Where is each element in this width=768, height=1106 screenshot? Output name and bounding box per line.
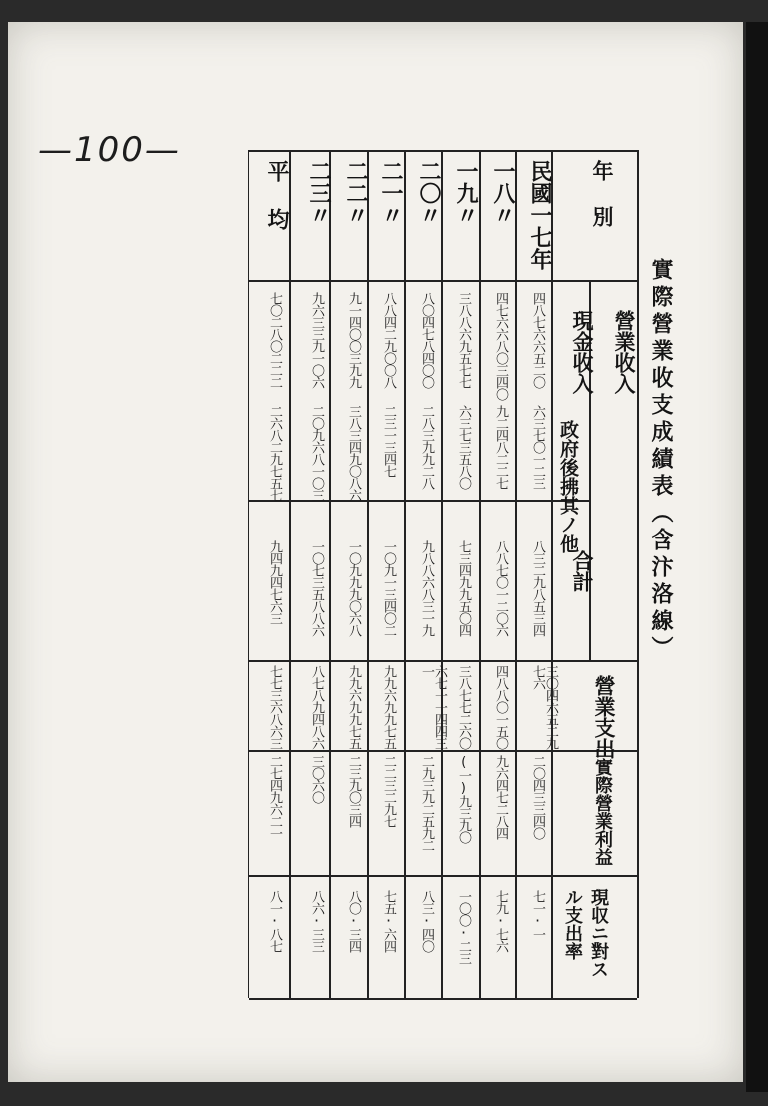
header-revenue-group: 營業收入 [612, 310, 637, 394]
header-gov-other: 政府後拂其ノ他 [557, 420, 579, 553]
cell-gov: 二〇九六八一〇三 [309, 405, 324, 501]
cell-profit: 二二三二九七 [381, 755, 396, 827]
rule-profit [249, 875, 637, 877]
cell-gov: 二三一三四七 [381, 405, 396, 477]
cell-cash: 四七六六八〇三四〇 [493, 292, 508, 400]
cell-cash: 八八四二九〇〇八 [381, 292, 396, 388]
cell-ratio: 一〇〇·二三 [456, 890, 471, 964]
row-year: 平 均 [264, 160, 290, 230]
header-ratio: 現収ニ對スル支出率 [562, 888, 609, 978]
cell-ratio: 八一·八七 [267, 890, 282, 952]
row-year: 二二〃 [343, 160, 369, 226]
cell-gov: 二六八二九七五七 [267, 405, 282, 501]
col-rule-2 [329, 150, 331, 998]
cell-total: 一〇九一三四〇二 [381, 540, 396, 636]
cell-expense: 九九六九九七五 [381, 665, 396, 749]
cell-ratio: 七五·六四 [381, 890, 396, 952]
cell-expense: 三〇四六五二九七六 [530, 665, 558, 749]
col-rule-5 [441, 150, 443, 998]
col-rule-4 [404, 150, 406, 998]
cell-ratio: 八三·四〇 [419, 890, 434, 952]
rule-revenue-2 [249, 660, 637, 662]
cell-total: 九八八六八三一九 [419, 540, 434, 636]
cell-total: 一〇九九九〇六八 [346, 540, 361, 636]
book-spine [746, 22, 768, 1092]
cell-expense: 八七八九四八六 [309, 665, 324, 749]
statistics-table [248, 150, 637, 998]
cell-profit: 三〇六〇 [309, 755, 324, 803]
row-year: 民國一七年 [527, 160, 553, 270]
cell-total: 九四九四七六三 [267, 540, 282, 624]
cell-gov: 六三七三五八〇 [456, 405, 471, 489]
col-rule-1 [289, 150, 291, 998]
cell-profit: 九六四七二八四 [493, 755, 508, 839]
header-cash-revenue: 現金收入 [570, 310, 595, 394]
cell-ratio: 八六·三三 [309, 890, 324, 952]
col-rule-6 [479, 150, 481, 998]
row-year: 二一〃 [378, 160, 404, 226]
row-year: 一九〃 [453, 160, 479, 226]
cell-expense: 四八八〇一五〇 [493, 665, 508, 749]
cell-cash: 四八七六六五二〇 [530, 292, 545, 388]
cell-total: 一〇七三五八八六 [309, 540, 324, 636]
cell-total: 八八七〇一二〇六 [493, 540, 508, 636]
cell-cash: 九六三三九一〇六 [309, 292, 324, 388]
cell-cash: 三八八六九五七七 [456, 292, 471, 388]
col-rule-3 [367, 150, 369, 998]
row-year: 一八〃 [490, 160, 516, 226]
cell-gov: 六三七〇一二三 [530, 405, 545, 489]
cell-expense: 六七一一四四三一 [419, 665, 447, 749]
row-year: 二〇〃 [416, 160, 442, 226]
cell-cash: 七〇二八〇二二二 [267, 292, 282, 388]
cell-profit: (一)九三九〇 [456, 755, 471, 843]
header-year: 年 別 [590, 160, 615, 227]
header-expense: 營業支出 [592, 675, 617, 759]
cell-gov: 三八三四九〇八六 [346, 405, 361, 501]
cell-ratio: 七一·一 [530, 890, 545, 940]
cell-cash: 九一四〇〇三九九 [346, 292, 361, 388]
cell-gov: 九二四八二二七 [493, 405, 508, 489]
table-title: 實際營業收支成績表（含汴洛線） [648, 258, 674, 663]
page-number: —100— [38, 130, 181, 170]
header-total: 合計 [570, 550, 595, 592]
cell-profit: 二九三九二五九二 [419, 755, 434, 851]
rule-bottom [249, 998, 637, 1000]
col-rule-right [637, 150, 639, 998]
cell-profit: 二七四九六二一 [267, 755, 282, 839]
cell-profit: 二〇四三三四〇 [530, 755, 545, 839]
cell-ratio: 七九·七六 [493, 890, 508, 952]
cell-ratio: 八〇·三四 [346, 890, 361, 952]
cell-gov: 二八三九九二八 [419, 405, 434, 489]
cell-profit: 二三九〇三四 [346, 755, 361, 827]
cell-expense: 七七三六八六三 [267, 665, 282, 749]
row-year: 二三〃 [306, 160, 332, 226]
cell-cash: 八〇四七八四〇〇 [419, 292, 434, 388]
col-rule-8 [551, 150, 553, 998]
cell-expense: 三八七七二六〇 [456, 665, 471, 749]
rule-top [249, 150, 637, 152]
col-rule-7 [515, 150, 517, 998]
cell-expense: 九九六九九七五 [346, 665, 361, 749]
cell-total: 七三四九九五〇四 [456, 540, 471, 636]
header-profit: 實際營業利益 [592, 758, 613, 866]
cell-total: 八三二九八五三四 [530, 540, 545, 636]
rule-header [249, 280, 637, 282]
